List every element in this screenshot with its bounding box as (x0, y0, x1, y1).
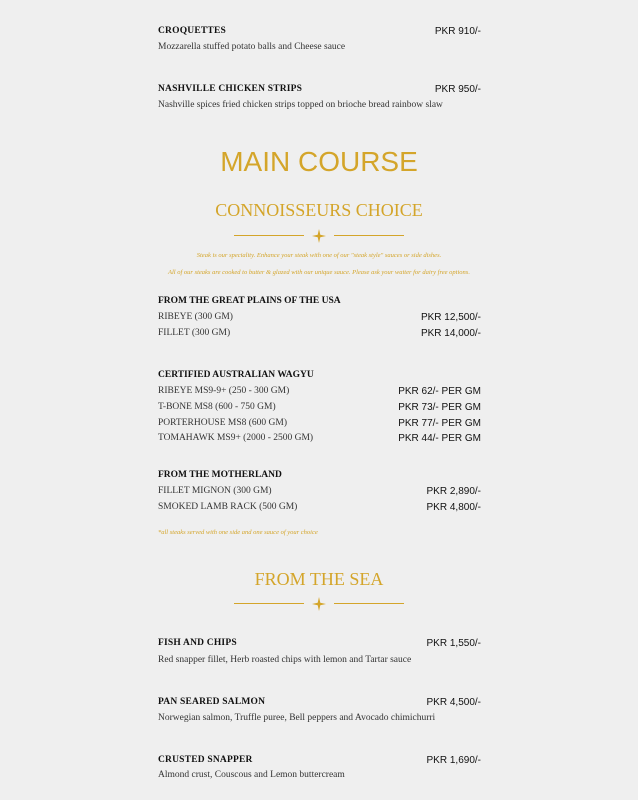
menu-row-name: RIBEYE MS9-9+ (250 - 300 GM) (158, 386, 290, 396)
menu-item-name: CRUSTED SNAPPER (158, 755, 253, 765)
menu-row-name: SMOKED LAMB RACK (500 GM) (158, 502, 298, 512)
menu-item-name: NASHVILLE CHICKEN STRIPS (158, 84, 303, 94)
menu-row-price: PKR 73/- PER GM (398, 402, 481, 413)
section-title-main-course: MAIN COURSE (220, 146, 418, 177)
menu-item-name: PAN SEARED SALMON (158, 697, 266, 707)
note-text: All of our steaks are cooked to butter & glazed with our unique sauce. Please ask your waiter for dairy free options. (168, 269, 470, 276)
menu-item-price: PKR 910/- (434, 26, 481, 37)
group-title: FROM THE MOTHERLAND (158, 470, 282, 480)
menu-item-price: PKR 1,690/- (426, 755, 481, 766)
footnote-text: *all steaks served with one side and one sauce of your choice (158, 529, 318, 536)
menu-item-description: Red snapper fillet, Herb roasted chips with lemon and Tartar sauce (158, 655, 412, 665)
menu-row-name: T-BONE MS8 (600 - 750 GM) (158, 402, 276, 412)
note-text: Steak is our speciality. Enhance your steak with one of our "steak style" sauces or side dishes. (196, 252, 442, 259)
menu-row-name: TOMAHAWK MS9+ (2000 - 2500 GM) (158, 433, 314, 443)
menu-item-name: FISH AND CHIPS (158, 638, 237, 648)
menu-item-description: Norwegian salmon, Truffle puree, Bell peppers and Avocado chimichurri (158, 713, 436, 723)
group-title: CERTIFIED AUSTRALIAN WAGYU (158, 370, 314, 380)
star-ornament-icon (312, 597, 326, 611)
menu-row-name: FILLET (300 GM) (158, 328, 231, 338)
menu-row-price: PKR 44/- PER GM (398, 433, 481, 444)
menu-row-name: RIBEYE (300 GM) (158, 312, 233, 322)
group-title: FROM THE GREAT PLAINS OF THE USA (158, 296, 341, 306)
menu-item-name: CROQUETTES (158, 26, 226, 36)
menu-item-price: PKR 1,550/- (426, 638, 481, 649)
menu-item-price: PKR 950/- (434, 84, 481, 95)
section-title-sea: FROM THE SEA (254, 569, 384, 589)
menu-row-price: PKR 77/- PER GM (398, 418, 481, 429)
menu-item-description: Mozzarella stuffed potato balls and Cheese sauce (158, 42, 346, 52)
menu-row-name: PORTERHOUSE MS8 (600 GM) (158, 418, 288, 428)
menu-row-price: PKR 12,500/- (420, 312, 481, 323)
menu-row-price: PKR 14,000/- (420, 328, 481, 339)
menu-row-price: PKR 4,800/- (426, 502, 481, 513)
section-subtitle: CONNOISSEURS CHOICE (215, 200, 423, 220)
menu-item-description: Almond crust, Couscous and Lemon buttercream (158, 770, 345, 780)
menu-item-description: Nashville spices fried chicken strips topped on brioche bread rainbow slaw (158, 100, 443, 110)
ornament-divider (234, 229, 404, 243)
menu-row-price: PKR 2,890/- (426, 486, 481, 497)
menu-item-price: PKR 4,500/- (426, 697, 481, 708)
ornament-divider (234, 597, 404, 611)
menu-row-name: FILLET MIGNON (300 GM) (158, 486, 272, 496)
menu-row-price: PKR 62/- PER GM (398, 386, 481, 397)
star-ornament-icon (312, 229, 326, 243)
